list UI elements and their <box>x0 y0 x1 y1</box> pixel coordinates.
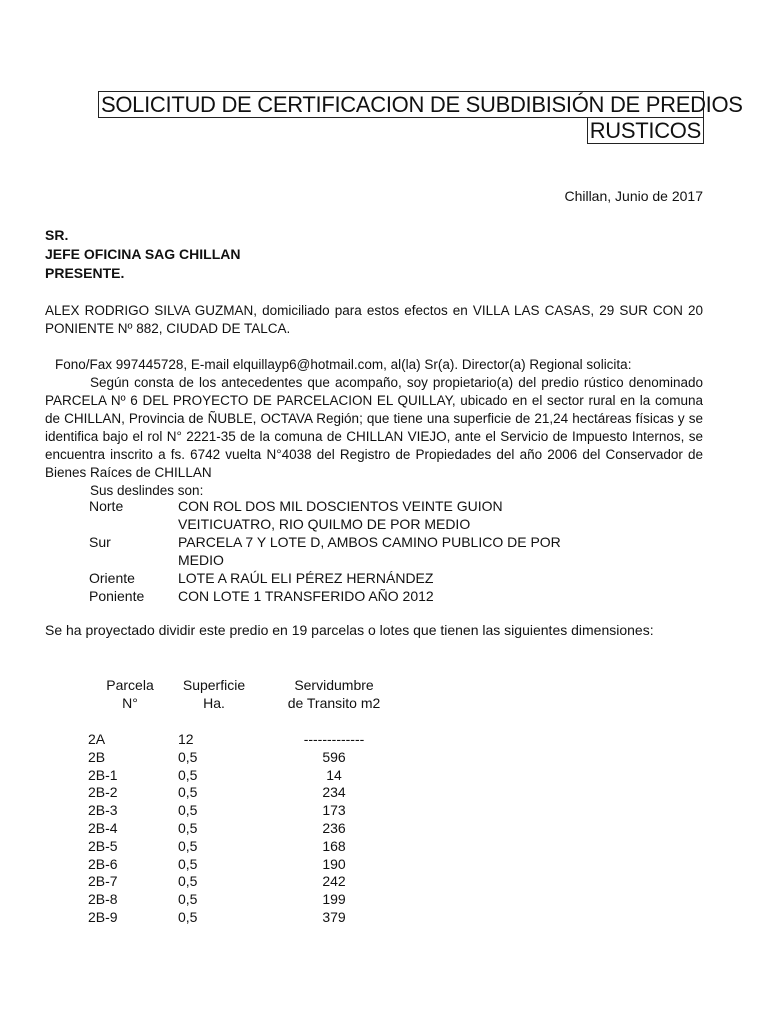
superficie-cell: 0,5 <box>178 802 198 819</box>
superficie-cell: 0,5 <box>178 908 198 925</box>
title-line-2: RUSTICOS <box>587 117 704 144</box>
servidumbre-cell: 199 <box>322 891 346 908</box>
header-superficie-line-1: Superficie <box>182 677 246 693</box>
header-superficie <box>178 676 250 712</box>
parcela-cell: 2B-8 <box>88 891 118 908</box>
parcela-cell: 2A <box>88 731 106 747</box>
title-line-1: SOLICITUD DE CERTIFICACION DE SUBDIBISIÓN DE PREDIOS <box>98 91 704 118</box>
parcela-cell: 2B-5 <box>88 837 118 854</box>
table-row <box>82 801 394 819</box>
boundary-label: Oriente <box>89 570 135 586</box>
parcela-cell: 2B-2 <box>88 784 118 801</box>
parcela-cell: 2B-4 <box>88 819 118 836</box>
header-superficie-line-2: Ha. <box>203 695 225 711</box>
servidumbre-cell: 234 <box>322 784 346 801</box>
servidumbre-cell: 14 <box>326 766 342 783</box>
boundaries-list <box>89 497 598 605</box>
superficie-cell: 0,5 <box>178 819 198 836</box>
addressee-line-3: PRESENTE. <box>45 265 125 281</box>
table-header <box>82 676 394 712</box>
servidumbre-cell: 379 <box>322 908 346 925</box>
table-row <box>82 872 394 890</box>
table-row <box>82 730 394 748</box>
superficie-cell: 0,5 <box>178 784 198 801</box>
contact-line: Fono/Fax 997445728, E-mail elquillayp6@hotmail.com, al(la) Sr(a). Director(a) Regional solicita: <box>55 357 632 372</box>
servidumbre-cell: 190 <box>322 855 346 872</box>
boundary-value: LOTE A RAÚL ELI PÉREZ HERNÁNDEZ <box>178 570 434 586</box>
parcels-table <box>82 676 394 926</box>
boundary-row <box>89 533 598 569</box>
parcela-cell: 2B-7 <box>88 873 118 890</box>
table-row <box>82 837 394 855</box>
superficie-cell: 0,5 <box>178 766 198 783</box>
document-title <box>98 91 743 144</box>
property-description: Según consta de los antecedentes que acompaño, soy propietario(a) del predio rústico denominado PARCELA Nº 6 DEL PROYECTO DE PARCELACION EL QUILLAY, ubicado en el sector rural en la comuna de CHILLAN, Provincia de ÑUBLE, OCTAVA Región; que tiene una superficie de 21,24 hectáreas físicas y se identifica bajo el rol N° 2221-35 de la comuna de CHILLAN VIEJO, ante el Servicio de Impuesto Internos, se encuentra inscrito a fs. 6742 vuelta N°4038 del Registro de Propiedades del año 2006 del Conservador de Bienes Raíces de CHILLAN <box>45 375 703 480</box>
boundary-label: Poniente <box>89 588 145 604</box>
header-servidumbre <box>274 676 394 712</box>
boundary-row <box>89 569 598 587</box>
parcela-cell: 2B-6 <box>88 855 118 872</box>
boundary-row <box>89 587 598 605</box>
table-row <box>82 766 394 784</box>
superficie-cell: 0,5 <box>178 855 198 872</box>
table-row <box>82 908 394 926</box>
boundaries-intro: Sus deslindes son: <box>90 483 204 498</box>
table-row <box>82 855 394 873</box>
servidumbre-cell: 242 <box>322 873 346 890</box>
addressee-line-1: SR. <box>45 227 69 243</box>
superficie-cell: 12 <box>178 731 194 747</box>
table-body <box>82 730 394 926</box>
applicant-line-2: PONIENTE Nº 882, CIUDAD DE TALCA. <box>45 321 291 336</box>
document-date: Chillan, Junio de 2017 <box>564 188 703 204</box>
parcela-cell: 2B <box>88 748 106 765</box>
parcela-cell: 2B-1 <box>88 766 118 783</box>
header-servidumbre-line-1: Servidumbre <box>294 677 374 693</box>
servidumbre-cell: ------------- <box>303 731 365 747</box>
superficie-cell: 0,5 <box>178 873 198 890</box>
boundary-value: CON ROL DOS MIL DOSCIENTOS VEINTE GUION VEITICUATRO, RIO QUILMO DE POR MEDIO <box>178 498 503 532</box>
header-parcela <box>82 676 178 712</box>
boundary-value: PARCELA 7 Y LOTE D, AMBOS CAMINO PUBLICO DE POR MEDIO <box>178 534 561 568</box>
superficie-cell: 0,5 <box>178 837 198 854</box>
superficie-cell: 0,5 <box>178 748 198 765</box>
servidumbre-cell: 596 <box>322 748 346 765</box>
parcela-cell: 2B-3 <box>88 802 118 819</box>
projection-text: Se ha proyectado dividir este predio en 19 parcelas o lotes que tienen las siguientes dimensiones: <box>45 622 654 638</box>
servidumbre-cell: 168 <box>322 837 346 854</box>
boundary-label: Sur <box>89 534 111 550</box>
applicant-paragraph <box>45 302 703 338</box>
servidumbre-cell: 236 <box>322 819 346 836</box>
header-parcela-line-1: Parcela <box>106 677 154 693</box>
table-row <box>82 748 394 766</box>
parcela-cell: 2B-9 <box>88 908 118 925</box>
header-servidumbre-line-2: de Transito m2 <box>287 695 381 711</box>
servidumbre-cell: 173 <box>322 802 346 819</box>
header-parcela-line-2: N° <box>122 695 138 711</box>
boundary-value: CON LOTE 1 TRANSFERIDO AÑO 2012 <box>178 588 434 604</box>
table-row <box>82 819 394 837</box>
applicant-line-1: ALEX RODRIGO SILVA GUZMAN, domiciliado para estos efectos en VILLA LAS CASAS, 29 SUR CON 20 <box>45 303 703 318</box>
request-paragraph <box>45 356 703 500</box>
superficie-cell: 0,5 <box>178 891 198 908</box>
addressee-line-2: JEFE OFICINA SAG CHILLAN <box>45 246 241 262</box>
table-row <box>82 783 394 801</box>
table-row <box>82 890 394 908</box>
boundary-row <box>89 497 598 533</box>
addressee-block <box>45 226 241 283</box>
boundary-label: Norte <box>89 498 124 514</box>
